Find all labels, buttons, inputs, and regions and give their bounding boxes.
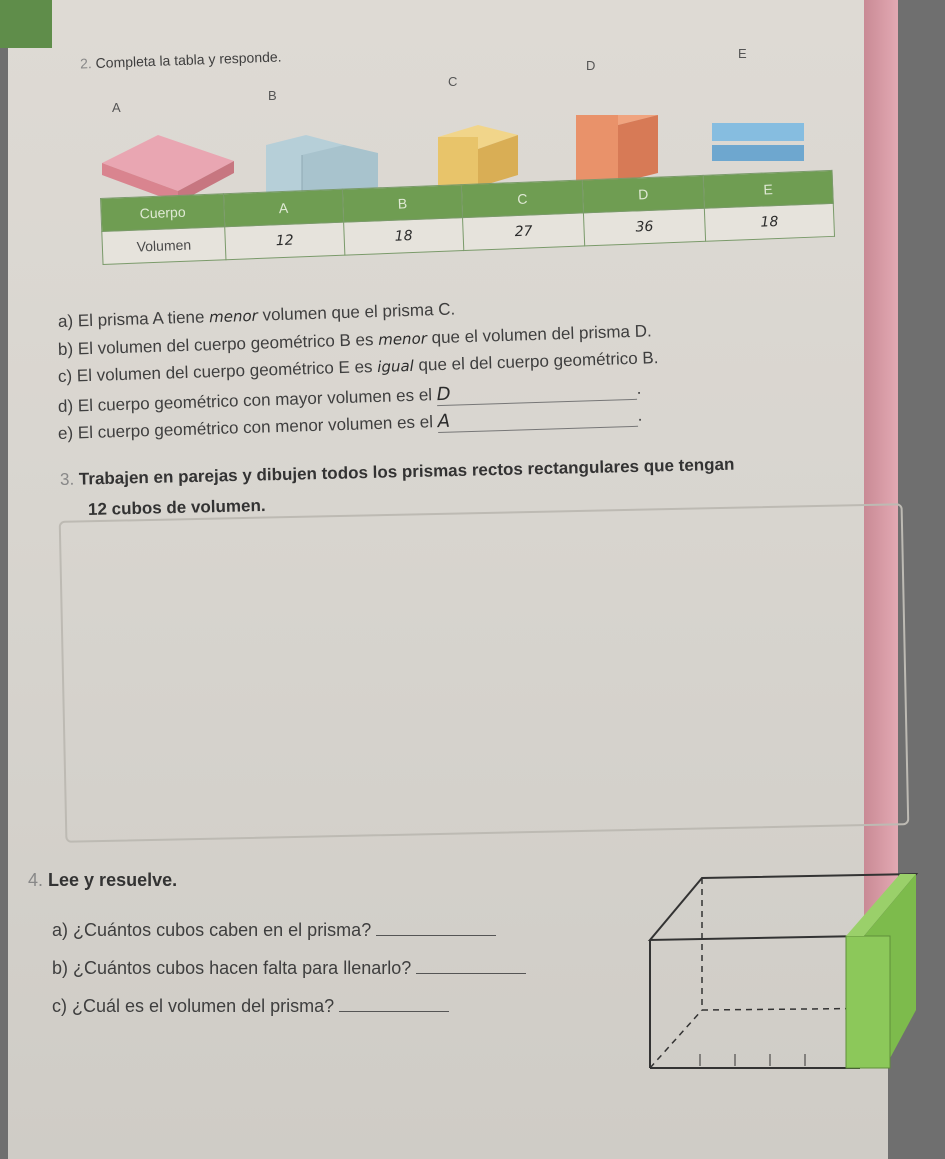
shape-label-b: B bbox=[268, 88, 277, 103]
header-c: C bbox=[461, 180, 583, 218]
q2e-text: El cuerpo geométrico con menor volumen es el bbox=[77, 412, 434, 443]
volume-answer-d[interactable]: 36 bbox=[583, 208, 705, 246]
prism-d-orange bbox=[576, 115, 658, 183]
question-4b bbox=[52, 958, 526, 979]
shape-label-d: D bbox=[586, 58, 596, 73]
volume-answer-b[interactable]: 18 bbox=[344, 218, 464, 256]
section-4-title bbox=[28, 870, 177, 891]
q2b-after: que el volumen del prisma D. bbox=[431, 321, 652, 348]
volume-answer-c[interactable]: 27 bbox=[463, 213, 585, 251]
prism-e-blue bbox=[712, 123, 804, 161]
q4b-text: ¿Cuántos cubos hacen falta para llenarlo? bbox=[73, 958, 412, 978]
q4a-letter: a) bbox=[52, 920, 69, 940]
q2d-answer[interactable]: D bbox=[436, 378, 637, 406]
header-e: E bbox=[703, 170, 833, 208]
q4a-text: ¿Cuántos cubos caben en el prisma? bbox=[73, 920, 372, 940]
q2e-letter: e) bbox=[57, 423, 74, 443]
q2d-after: . bbox=[636, 378, 642, 398]
q2c-letter: c) bbox=[57, 366, 73, 386]
section-4-number: 4. bbox=[28, 870, 44, 890]
q2a-text: El prisma A tiene bbox=[77, 307, 205, 331]
section-4-title-text: Lee y resuelve. bbox=[48, 870, 178, 890]
section-3-text-1: Trabajen en parejas y dibujen todos los prismas rectos rectangulares que tengan bbox=[78, 454, 735, 489]
prism-c-yellow bbox=[438, 125, 518, 187]
partial-prism-illustration bbox=[630, 870, 930, 1080]
q2a-letter: a) bbox=[57, 311, 74, 331]
q2d-letter: d) bbox=[57, 396, 74, 416]
q2c-answer[interactable]: igual bbox=[376, 356, 415, 376]
q4c-answer-blank[interactable] bbox=[339, 997, 449, 1012]
row-label-volumen: Volumen bbox=[102, 227, 226, 265]
section-3-line2: 12 cubos de volumen. bbox=[87, 495, 266, 519]
shape-label-a: A bbox=[112, 100, 121, 115]
q2b-answer[interactable]: menor bbox=[377, 329, 428, 349]
question-4c bbox=[52, 996, 449, 1017]
header-a: A bbox=[223, 189, 343, 227]
section-2-title: 2. Completa la tabla y responde. bbox=[79, 48, 282, 72]
q2d-text: El cuerpo geométrico con mayor volumen es el bbox=[77, 385, 433, 416]
section-2-title-text: Completa la tabla y responde. bbox=[95, 48, 282, 71]
header-cuerpo: Cuerpo bbox=[101, 194, 225, 232]
q4a-answer-blank[interactable] bbox=[376, 921, 496, 936]
green-corner-decoration bbox=[0, 0, 52, 48]
q2a-after: volumen que el prisma C. bbox=[262, 299, 456, 325]
shape-label-c: C bbox=[448, 74, 458, 89]
q2b-text: El volumen del cuerpo geométrico B es bbox=[77, 330, 374, 359]
q4c-letter: c) bbox=[52, 996, 67, 1016]
shape-label-e: E bbox=[738, 46, 747, 61]
q4b-answer-blank[interactable] bbox=[416, 959, 526, 974]
question-4a bbox=[52, 920, 496, 941]
q2b-letter: b) bbox=[57, 339, 74, 359]
drawing-area-box[interactable] bbox=[59, 503, 910, 843]
header-b: B bbox=[342, 185, 462, 223]
q2a-answer[interactable]: menor bbox=[208, 306, 259, 327]
q4b-letter: b) bbox=[52, 958, 69, 978]
q2c-after: que el del cuerpo geométrico B. bbox=[418, 348, 659, 375]
volume-answer-e[interactable]: 18 bbox=[704, 203, 834, 241]
q2c-text: El volumen del cuerpo geométrico E es bbox=[76, 357, 373, 386]
volume-answer-a[interactable]: 12 bbox=[225, 222, 345, 260]
q2e-after: . bbox=[637, 405, 643, 425]
section-3-number: 3. bbox=[59, 469, 75, 489]
header-d: D bbox=[582, 175, 704, 213]
q4c-text: ¿Cuál es el volumen del prisma? bbox=[72, 996, 335, 1016]
q2e-answer[interactable]: A bbox=[437, 405, 638, 433]
